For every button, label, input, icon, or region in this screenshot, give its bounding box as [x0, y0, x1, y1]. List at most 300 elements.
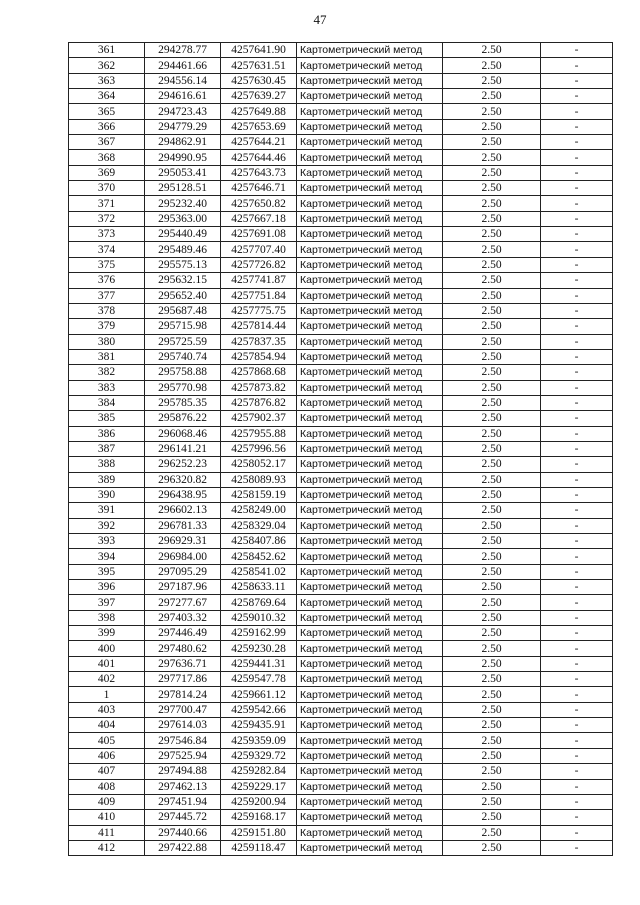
description-cell: - — [541, 319, 613, 334]
method-cell: Картометрический метод — [297, 580, 443, 595]
description-cell: - — [541, 395, 613, 410]
accuracy-cell: 2.50 — [443, 349, 541, 364]
y-coordinate-cell: 4258633.11 — [221, 580, 297, 595]
point-number-cell: 372 — [69, 211, 145, 226]
accuracy-cell: 2.50 — [443, 457, 541, 472]
table-row — [69, 840, 613, 855]
table-row — [69, 687, 613, 702]
x-coordinate-cell: 294723.43 — [145, 104, 221, 119]
x-coordinate-cell: 296068.46 — [145, 426, 221, 441]
method-cell: Картометрический метод — [297, 227, 443, 242]
method-cell: Картометрический метод — [297, 748, 443, 763]
description-cell: - — [541, 43, 613, 58]
method-cell: Картометрический метод — [297, 687, 443, 702]
y-coordinate-cell: 4257854.94 — [221, 349, 297, 364]
y-coordinate-cell: 4257741.87 — [221, 273, 297, 288]
accuracy-cell: 2.50 — [443, 503, 541, 518]
accuracy-cell: 2.50 — [443, 702, 541, 717]
method-cell: Картометрический метод — [297, 288, 443, 303]
point-number-cell: 375 — [69, 257, 145, 272]
y-coordinate-cell: 4259162.99 — [221, 626, 297, 641]
x-coordinate-cell: 295440.49 — [145, 227, 221, 242]
y-coordinate-cell: 4257653.69 — [221, 119, 297, 134]
y-coordinate-cell: 4257691.08 — [221, 227, 297, 242]
coordinates-table-body — [69, 43, 613, 856]
x-coordinate-cell: 296252.23 — [145, 457, 221, 472]
description-cell: - — [541, 288, 613, 303]
y-coordinate-cell: 4257643.73 — [221, 165, 297, 180]
method-cell: Картометрический метод — [297, 672, 443, 687]
accuracy-cell: 2.50 — [443, 487, 541, 502]
x-coordinate-cell: 294556.14 — [145, 73, 221, 88]
x-coordinate-cell: 295575.13 — [145, 257, 221, 272]
description-cell: - — [541, 595, 613, 610]
description-cell: - — [541, 748, 613, 763]
point-number-cell: 390 — [69, 487, 145, 502]
method-cell: Картометрический метод — [297, 733, 443, 748]
accuracy-cell: 2.50 — [443, 104, 541, 119]
y-coordinate-cell: 4257814.44 — [221, 319, 297, 334]
table-row — [69, 150, 613, 165]
table-row — [69, 794, 613, 809]
table-row — [69, 43, 613, 58]
method-cell: Картометрический метод — [297, 426, 443, 441]
accuracy-cell: 2.50 — [443, 534, 541, 549]
table-row — [69, 718, 613, 733]
method-cell: Картометрический метод — [297, 196, 443, 211]
accuracy-cell: 2.50 — [443, 288, 541, 303]
table-row — [69, 472, 613, 487]
x-coordinate-cell: 294278.77 — [145, 43, 221, 58]
table-row — [69, 104, 613, 119]
method-cell: Картометрический метод — [297, 181, 443, 196]
method-cell: Картометрический метод — [297, 487, 443, 502]
description-cell: - — [541, 733, 613, 748]
y-coordinate-cell: 4259151.80 — [221, 825, 297, 840]
point-number-cell: 408 — [69, 779, 145, 794]
description-cell: - — [541, 779, 613, 794]
x-coordinate-cell: 297451.94 — [145, 794, 221, 809]
table-row — [69, 227, 613, 242]
x-coordinate-cell: 294990.95 — [145, 150, 221, 165]
accuracy-cell: 2.50 — [443, 211, 541, 226]
table-row — [69, 181, 613, 196]
description-cell: - — [541, 257, 613, 272]
page-number: 47 — [313, 12, 327, 27]
y-coordinate-cell: 4259282.84 — [221, 764, 297, 779]
accuracy-cell: 2.50 — [443, 595, 541, 610]
description-cell: - — [541, 411, 613, 426]
method-cell: Картометрический метод — [297, 457, 443, 472]
accuracy-cell: 2.50 — [443, 825, 541, 840]
accuracy-cell: 2.50 — [443, 441, 541, 456]
description-cell: - — [541, 472, 613, 487]
table-row — [69, 518, 613, 533]
description-cell: - — [541, 365, 613, 380]
table-row — [69, 672, 613, 687]
y-coordinate-cell: 4259359.09 — [221, 733, 297, 748]
y-coordinate-cell: 4257639.27 — [221, 89, 297, 104]
y-coordinate-cell: 4257775.75 — [221, 303, 297, 318]
x-coordinate-cell: 297814.24 — [145, 687, 221, 702]
method-cell: Картометрический метод — [297, 595, 443, 610]
point-number-cell: 384 — [69, 395, 145, 410]
y-coordinate-cell: 4258769.64 — [221, 595, 297, 610]
x-coordinate-cell: 296141.21 — [145, 441, 221, 456]
accuracy-cell: 2.50 — [443, 411, 541, 426]
x-coordinate-cell: 297636.71 — [145, 656, 221, 671]
x-coordinate-cell: 297277.67 — [145, 595, 221, 610]
description-cell: - — [541, 150, 613, 165]
table-row — [69, 303, 613, 318]
point-number-cell: 410 — [69, 810, 145, 825]
method-cell: Картометрический метод — [297, 58, 443, 73]
table-row — [69, 441, 613, 456]
y-coordinate-cell: 4257707.40 — [221, 242, 297, 257]
y-coordinate-cell: 4257641.90 — [221, 43, 297, 58]
description-cell: - — [541, 165, 613, 180]
description-cell: - — [541, 580, 613, 595]
point-number-cell: 403 — [69, 702, 145, 717]
method-cell: Картометрический метод — [297, 656, 443, 671]
method-cell: Картометрический метод — [297, 365, 443, 380]
description-cell: - — [541, 334, 613, 349]
description-cell: - — [541, 457, 613, 472]
point-number-cell: 409 — [69, 794, 145, 809]
point-number-cell: 389 — [69, 472, 145, 487]
table-row — [69, 319, 613, 334]
x-coordinate-cell: 297095.29 — [145, 564, 221, 579]
accuracy-cell: 2.50 — [443, 610, 541, 625]
accuracy-cell: 2.50 — [443, 518, 541, 533]
method-cell: Картометрический метод — [297, 503, 443, 518]
x-coordinate-cell: 295725.59 — [145, 334, 221, 349]
point-number-cell: 398 — [69, 610, 145, 625]
description-cell: - — [541, 626, 613, 641]
method-cell: Картометрический метод — [297, 702, 443, 717]
table-row — [69, 242, 613, 257]
accuracy-cell: 2.50 — [443, 810, 541, 825]
table-row — [69, 365, 613, 380]
accuracy-cell: 2.50 — [443, 334, 541, 349]
x-coordinate-cell: 297614.03 — [145, 718, 221, 733]
point-number-cell: 399 — [69, 626, 145, 641]
y-coordinate-cell: 4258159.19 — [221, 487, 297, 502]
table-row — [69, 196, 613, 211]
point-number-cell: 407 — [69, 764, 145, 779]
point-number-cell: 367 — [69, 135, 145, 150]
point-number-cell: 370 — [69, 181, 145, 196]
y-coordinate-cell: 4257644.21 — [221, 135, 297, 150]
point-number-cell: 362 — [69, 58, 145, 73]
x-coordinate-cell: 295652.40 — [145, 288, 221, 303]
accuracy-cell: 2.50 — [443, 687, 541, 702]
table-row — [69, 73, 613, 88]
method-cell: Картометрический метод — [297, 534, 443, 549]
description-cell: - — [541, 810, 613, 825]
table-row — [69, 395, 613, 410]
description-cell: - — [541, 181, 613, 196]
x-coordinate-cell: 297525.94 — [145, 748, 221, 763]
point-number-cell: 393 — [69, 534, 145, 549]
point-number-cell: 395 — [69, 564, 145, 579]
x-coordinate-cell: 297462.13 — [145, 779, 221, 794]
table-row — [69, 165, 613, 180]
x-coordinate-cell: 295232.40 — [145, 196, 221, 211]
method-cell: Картометрический метод — [297, 810, 443, 825]
y-coordinate-cell: 4259661.12 — [221, 687, 297, 702]
table-row — [69, 764, 613, 779]
accuracy-cell: 2.50 — [443, 733, 541, 748]
y-coordinate-cell: 4257955.88 — [221, 426, 297, 441]
x-coordinate-cell: 294616.61 — [145, 89, 221, 104]
x-coordinate-cell: 295128.51 — [145, 181, 221, 196]
y-coordinate-cell: 4258089.93 — [221, 472, 297, 487]
accuracy-cell: 2.50 — [443, 764, 541, 779]
x-coordinate-cell: 297717.86 — [145, 672, 221, 687]
point-number-cell: 394 — [69, 549, 145, 564]
table-row — [69, 595, 613, 610]
method-cell: Картометрический метод — [297, 549, 443, 564]
accuracy-cell: 2.50 — [443, 641, 541, 656]
method-cell: Картометрический метод — [297, 411, 443, 426]
table-row — [69, 411, 613, 426]
description-cell: - — [541, 119, 613, 134]
description-cell: - — [541, 840, 613, 855]
table-row — [69, 457, 613, 472]
point-number-cell: 381 — [69, 349, 145, 364]
point-number-cell: 361 — [69, 43, 145, 58]
description-cell: - — [541, 211, 613, 226]
x-coordinate-cell: 297445.72 — [145, 810, 221, 825]
method-cell: Картометрический метод — [297, 242, 443, 257]
x-coordinate-cell: 297480.62 — [145, 641, 221, 656]
description-cell: - — [541, 534, 613, 549]
method-cell: Картометрический метод — [297, 380, 443, 395]
description-cell: - — [541, 702, 613, 717]
y-coordinate-cell: 4258452.62 — [221, 549, 297, 564]
method-cell: Картометрический метод — [297, 564, 443, 579]
y-coordinate-cell: 4259200.94 — [221, 794, 297, 809]
x-coordinate-cell: 296320.82 — [145, 472, 221, 487]
x-coordinate-cell: 295740.74 — [145, 349, 221, 364]
description-cell: - — [541, 503, 613, 518]
method-cell: Картометрический метод — [297, 794, 443, 809]
y-coordinate-cell: 4257667.18 — [221, 211, 297, 226]
accuracy-cell: 2.50 — [443, 227, 541, 242]
x-coordinate-cell: 297403.32 — [145, 610, 221, 625]
table-row — [69, 825, 613, 840]
point-number-cell: 373 — [69, 227, 145, 242]
table-row — [69, 273, 613, 288]
accuracy-cell: 2.50 — [443, 303, 541, 318]
accuracy-cell: 2.50 — [443, 150, 541, 165]
table-row — [69, 211, 613, 226]
accuracy-cell: 2.50 — [443, 242, 541, 257]
accuracy-cell: 2.50 — [443, 181, 541, 196]
y-coordinate-cell: 4259542.66 — [221, 702, 297, 717]
x-coordinate-cell: 295715.98 — [145, 319, 221, 334]
table-row — [69, 702, 613, 717]
y-coordinate-cell: 4257751.84 — [221, 288, 297, 303]
table-row — [69, 135, 613, 150]
method-cell: Картометрический метод — [297, 718, 443, 733]
accuracy-cell: 2.50 — [443, 58, 541, 73]
table-row — [69, 334, 613, 349]
method-cell: Картометрический метод — [297, 43, 443, 58]
y-coordinate-cell: 4259441.31 — [221, 656, 297, 671]
x-coordinate-cell: 297546.84 — [145, 733, 221, 748]
point-number-cell: 396 — [69, 580, 145, 595]
table-row — [69, 503, 613, 518]
point-number-cell: 391 — [69, 503, 145, 518]
method-cell: Картометрический метод — [297, 441, 443, 456]
point-number-cell: 406 — [69, 748, 145, 763]
y-coordinate-cell: 4257644.46 — [221, 150, 297, 165]
x-coordinate-cell: 297440.66 — [145, 825, 221, 840]
table-row — [69, 349, 613, 364]
accuracy-cell: 2.50 — [443, 672, 541, 687]
description-cell: - — [541, 656, 613, 671]
y-coordinate-cell: 4257837.35 — [221, 334, 297, 349]
x-coordinate-cell: 296929.31 — [145, 534, 221, 549]
table-row — [69, 119, 613, 134]
y-coordinate-cell: 4259329.72 — [221, 748, 297, 763]
description-cell: - — [541, 303, 613, 318]
description-cell: - — [541, 549, 613, 564]
y-coordinate-cell: 4257646.71 — [221, 181, 297, 196]
method-cell: Картометрический метод — [297, 135, 443, 150]
description-cell: - — [541, 196, 613, 211]
table-row — [69, 426, 613, 441]
method-cell: Картометрический метод — [297, 641, 443, 656]
accuracy-cell: 2.50 — [443, 319, 541, 334]
method-cell: Картометрический метод — [297, 472, 443, 487]
description-cell: - — [541, 794, 613, 809]
description-cell: - — [541, 672, 613, 687]
y-coordinate-cell: 4257868.68 — [221, 365, 297, 380]
method-cell: Картометрический метод — [297, 334, 443, 349]
accuracy-cell: 2.50 — [443, 165, 541, 180]
accuracy-cell: 2.50 — [443, 43, 541, 58]
accuracy-cell: 2.50 — [443, 73, 541, 88]
x-coordinate-cell: 296781.33 — [145, 518, 221, 533]
point-number-cell: 386 — [69, 426, 145, 441]
point-number-cell: 387 — [69, 441, 145, 456]
description-cell: - — [541, 564, 613, 579]
method-cell: Картометрический метод — [297, 840, 443, 855]
description-cell: - — [541, 227, 613, 242]
point-number-cell: 371 — [69, 196, 145, 211]
table-row — [69, 564, 613, 579]
description-cell: - — [541, 764, 613, 779]
point-number-cell: 363 — [69, 73, 145, 88]
description-cell: - — [541, 426, 613, 441]
description-cell: - — [541, 380, 613, 395]
y-coordinate-cell: 4258329.04 — [221, 518, 297, 533]
point-number-cell: 402 — [69, 672, 145, 687]
accuracy-cell: 2.50 — [443, 564, 541, 579]
accuracy-cell: 2.50 — [443, 656, 541, 671]
accuracy-cell: 2.50 — [443, 794, 541, 809]
y-coordinate-cell: 4259118.47 — [221, 840, 297, 855]
y-coordinate-cell: 4259547.78 — [221, 672, 297, 687]
x-coordinate-cell: 295053.41 — [145, 165, 221, 180]
x-coordinate-cell: 297700.47 — [145, 702, 221, 717]
method-cell: Картометрический метод — [297, 779, 443, 794]
y-coordinate-cell: 4257650.82 — [221, 196, 297, 211]
table-row — [69, 89, 613, 104]
point-number-cell: 383 — [69, 380, 145, 395]
y-coordinate-cell: 4257631.51 — [221, 58, 297, 73]
point-number-cell: 400 — [69, 641, 145, 656]
description-cell: - — [541, 273, 613, 288]
method-cell: Картометрический метод — [297, 626, 443, 641]
description-cell: - — [541, 242, 613, 257]
accuracy-cell: 2.50 — [443, 365, 541, 380]
description-cell: - — [541, 518, 613, 533]
table-row — [69, 656, 613, 671]
method-cell: Картометрический метод — [297, 825, 443, 840]
method-cell: Картометрический метод — [297, 150, 443, 165]
method-cell: Картометрический метод — [297, 211, 443, 226]
point-number-cell: 412 — [69, 840, 145, 855]
description-cell: - — [541, 641, 613, 656]
point-number-cell: 411 — [69, 825, 145, 840]
accuracy-cell: 2.50 — [443, 395, 541, 410]
point-number-cell: 397 — [69, 595, 145, 610]
table-row — [69, 288, 613, 303]
table-row — [69, 641, 613, 656]
table-row — [69, 580, 613, 595]
x-coordinate-cell: 294862.91 — [145, 135, 221, 150]
y-coordinate-cell: 4258249.00 — [221, 503, 297, 518]
description-cell: - — [541, 687, 613, 702]
table-row — [69, 58, 613, 73]
accuracy-cell: 2.50 — [443, 580, 541, 595]
table-row — [69, 779, 613, 794]
method-cell: Картометрический метод — [297, 319, 443, 334]
x-coordinate-cell: 297187.96 — [145, 580, 221, 595]
point-number-cell: 365 — [69, 104, 145, 119]
point-number-cell: 366 — [69, 119, 145, 134]
x-coordinate-cell: 295489.46 — [145, 242, 221, 257]
accuracy-cell: 2.50 — [443, 748, 541, 763]
point-number-cell: 382 — [69, 365, 145, 380]
y-coordinate-cell: 4257649.88 — [221, 104, 297, 119]
x-coordinate-cell: 295363.00 — [145, 211, 221, 226]
method-cell: Картометрический метод — [297, 165, 443, 180]
point-number-cell: 368 — [69, 150, 145, 165]
method-cell: Картометрический метод — [297, 610, 443, 625]
method-cell: Картометрический метод — [297, 303, 443, 318]
y-coordinate-cell: 4257873.82 — [221, 380, 297, 395]
y-coordinate-cell: 4259229.17 — [221, 779, 297, 794]
accuracy-cell: 2.50 — [443, 273, 541, 288]
accuracy-cell: 2.50 — [443, 718, 541, 733]
accuracy-cell: 2.50 — [443, 257, 541, 272]
x-coordinate-cell: 297422.88 — [145, 840, 221, 855]
accuracy-cell: 2.50 — [443, 426, 541, 441]
description-cell: - — [541, 610, 613, 625]
x-coordinate-cell: 297446.49 — [145, 626, 221, 641]
table-row — [69, 534, 613, 549]
accuracy-cell: 2.50 — [443, 549, 541, 564]
y-coordinate-cell: 4257876.82 — [221, 395, 297, 410]
accuracy-cell: 2.50 — [443, 626, 541, 641]
table-row — [69, 733, 613, 748]
point-number-cell: 379 — [69, 319, 145, 334]
